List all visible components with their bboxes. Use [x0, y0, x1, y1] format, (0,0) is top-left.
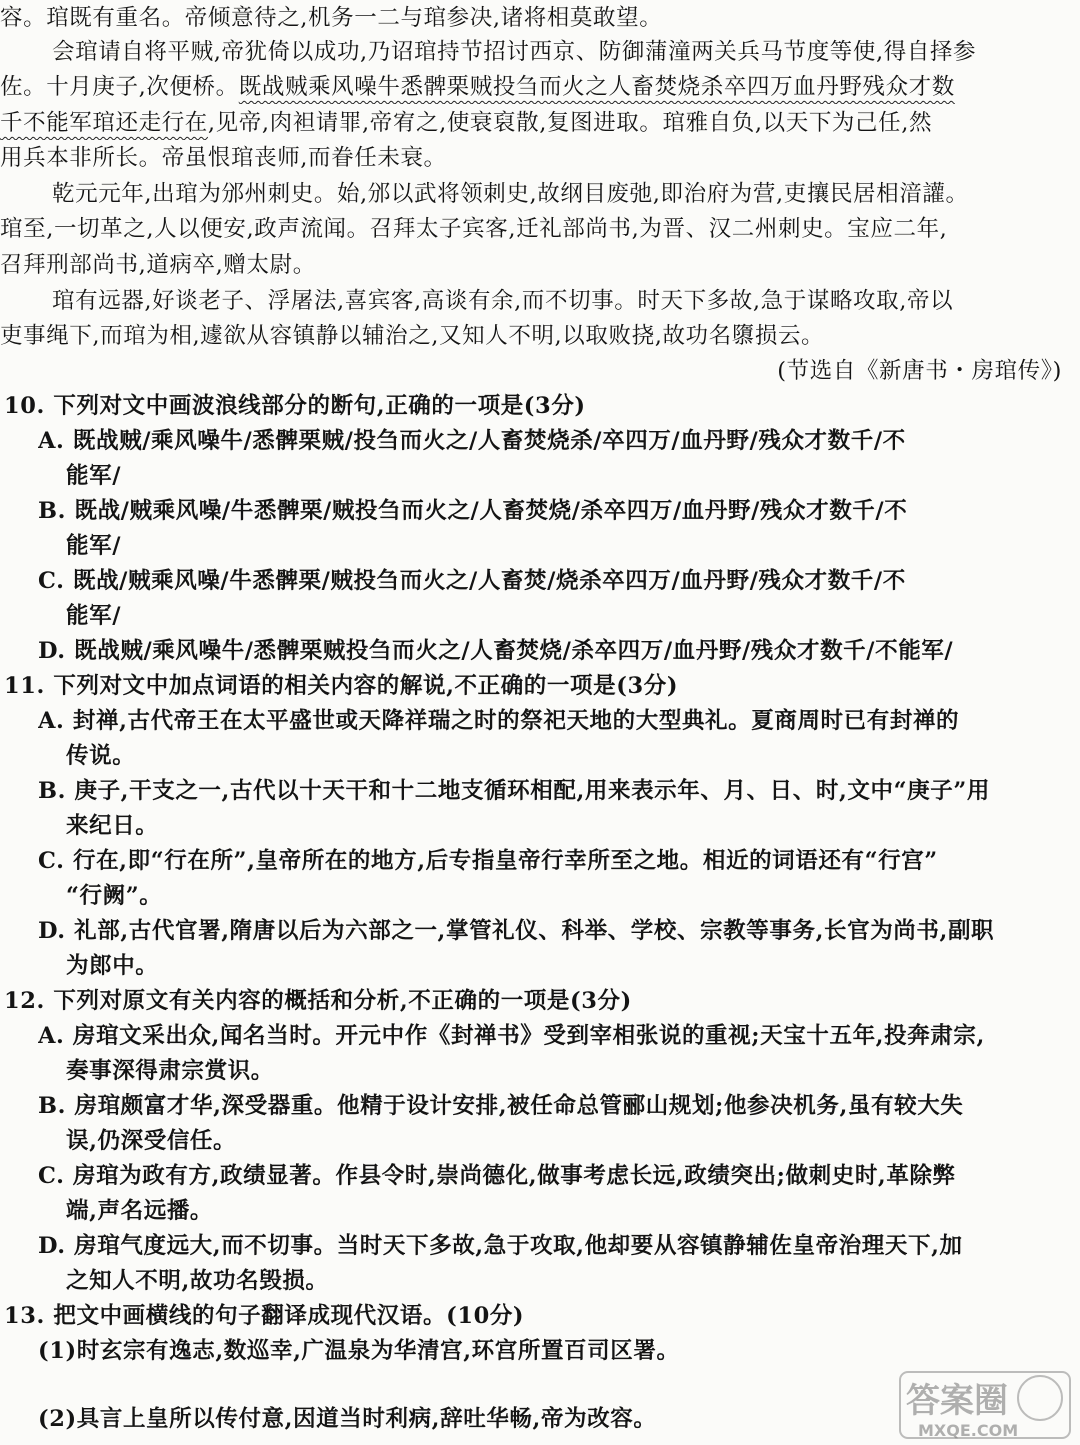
- q12-option-b-cont: 误,仍深受信任。: [66, 1128, 237, 1154]
- q10-option-b-cont: 能军/: [66, 533, 122, 559]
- q10-option-d: D. 既战贼/乘风噪牛/悉髀栗贼投刍而火之/人畜焚烧/杀卒四万/血丹野/残众才数千/不能军/: [38, 638, 954, 664]
- q11-option-c-cont: “行阙”。: [66, 883, 163, 909]
- q11-option-b: B. 庚子,干支之一,古代以十天干和十二地支循环相配,用来表示年、月、日、时,文中“庚子”用: [38, 778, 991, 804]
- q11-option-c: C. 行在,即“行在所”,皇帝所在的地方,后专指皇帝行幸所至之地。相近的词语还有“行宫”: [38, 848, 938, 874]
- question-10-stem: 10. 下列对文中画波浪线部分的断句,正确的一项是(3分): [4, 393, 586, 419]
- q13-sentence-1: (1)时玄宗有逸志,数巡幸,广温泉为华清宫,环宫所置百司区署。: [38, 1338, 680, 1364]
- q12-option-c: C. 房琯为政有方,政绩显著。作县令时,崇尚德化,做事考虑长远,政绩突出;做刺史时,革除弊: [38, 1163, 956, 1189]
- wavy-underlined-text: 既战贼乘风噪牛悉髀栗贼投刍而火之人畜焚烧杀卒四万血丹野残众才数: [238, 74, 955, 100]
- q11-option-d-cont: 为郎中。: [66, 953, 159, 979]
- passage-text: 琯至,一切革之,人以便安,政声流闻。召拜太子宾客,迁: [0, 216, 540, 242]
- passage-line-10: 吏事绳下,而琯为相,遽欲从容镇静以辅治之,又知人不明,以取败挠,故功名隳损云。: [0, 323, 825, 349]
- q10-option-c: C. 既战/贼乘风噪/牛悉髀栗/贼投刍而火之/人畜焚/烧杀卒四万/血丹野/残众才数千/不: [38, 568, 906, 594]
- passage-text: ,见帝,肉袒请罪,帝宥之,使衰裒散,复图进取。琯雅自负,以天下为己任,然: [207, 110, 933, 136]
- passage-line-6: 乾元元年,出琯为邠州刺史。始,邠以武将领刺史,故纲目废弛,即治府为营,吏攘民居相湆讙。: [52, 181, 969, 207]
- q12-option-d: D. 房琯气度远大,而不切事。当时天下多故,急于攻取,他却要从容镇静辅佐皇帝治理天下,加: [38, 1233, 963, 1259]
- q12-option-a: A. 房琯文采出众,闻名当时。开元中作《封禅书》受到宰相张说的重视;天宝十五年,投奔肃宗,: [38, 1023, 985, 1049]
- passage-line-8: 召拜刑部尚书,道病卒,赠太尉。: [0, 252, 316, 278]
- watermark-text: 答案圈: [906, 1381, 1008, 1421]
- q12-option-d-cont: 之知人不明,故功名毁损。: [66, 1268, 329, 1294]
- q11-option-d: D. 礼部,古代官署,隋唐以后为六部之一,掌管礼仪、科举、学校、宗教等事务,长官为尚书,副职: [38, 918, 995, 944]
- passage-line-1: 容。琯既有重名。帝倾意待之,机务一二与琯参决,诸将相莫敢望。: [0, 5, 663, 31]
- passage-text: 佐。十月庚子,次便桥。: [0, 74, 239, 100]
- passage-line-2: 会琯请自将平贼,帝犹倚以成功,乃诏琯持节招讨西京、防御蒲潼两关兵马节度等使,得自择参: [52, 39, 977, 65]
- q11-option-a-cont: 传说。: [66, 743, 136, 769]
- question-11-stem: 11. 下列对文中加点词语的相关内容的解说,不正确的一项是(3分): [4, 673, 679, 699]
- passage-line-3: [0, 70, 1080, 104]
- q12-option-b: B. 房琯颇富才华,深受器重。他精于设计安排,被任命总管郦山规划;他参决机务,虽有较大失: [38, 1093, 964, 1119]
- question-12-stem: 12. 下列对原文有关内容的概括和分析,不正确的一项是(3分): [4, 988, 632, 1014]
- passage-text: 尚书,为晋、汉二州刺史。宝应二年,: [585, 216, 948, 242]
- passage-source: (节选自《新唐书・房琯传》): [777, 358, 1062, 384]
- passage-line-9: 琯有远器,好谈老子、浮屠法,喜宾客,高谈有余,而不切事。时天下多故,急于谋略攻取,帝以: [52, 288, 954, 314]
- q10-option-b: B. 既战/贼乘风噪/牛悉髀栗/贼投刍而火之/人畜焚烧/杀卒四万/血丹野/残众才数千/不: [38, 498, 908, 524]
- q10-option-a: A. 既战贼/乘风噪牛/悉髀栗贼/投刍而火之/人畜焚烧杀/卒四万/血丹野/残众才数千/不: [38, 428, 906, 454]
- q11-option-b-cont: 来纪日。: [66, 813, 159, 839]
- watermark-site: MXQE.COM: [918, 1421, 1019, 1440]
- q11-option-a: A. 封禅,古代帝王在太平盛世或天降祥瑞之时的祭祀天地的大型典礼。夏商周时已有封禅的: [38, 708, 960, 734]
- q13-sentence-2: (2)具言上皇所以传付意,因道当时利病,辞吐华畅,帝为改容。: [38, 1406, 657, 1432]
- question-13-stem: 13. 把文中画横线的句子翻译成现代汉语。(10分): [4, 1303, 525, 1329]
- dotted-term: 礼部: [539, 216, 586, 242]
- passage-line-4: [0, 106, 1080, 140]
- q12-option-a-cont: 奏事深得肃宗赏识。: [66, 1058, 274, 1084]
- q10-option-a-cont: 能军/: [66, 463, 122, 489]
- passage-line-7: [0, 212, 1080, 246]
- q12-option-c-cont: 端,声名远播。: [66, 1198, 214, 1224]
- passage-line-5: 用兵本非所长。帝虽恨琯丧师,而眷任未衰。: [0, 145, 447, 171]
- q10-option-c-cont: 能军/: [66, 603, 122, 629]
- wavy-underlined-text: 千不能军琯还走行在: [0, 110, 208, 136]
